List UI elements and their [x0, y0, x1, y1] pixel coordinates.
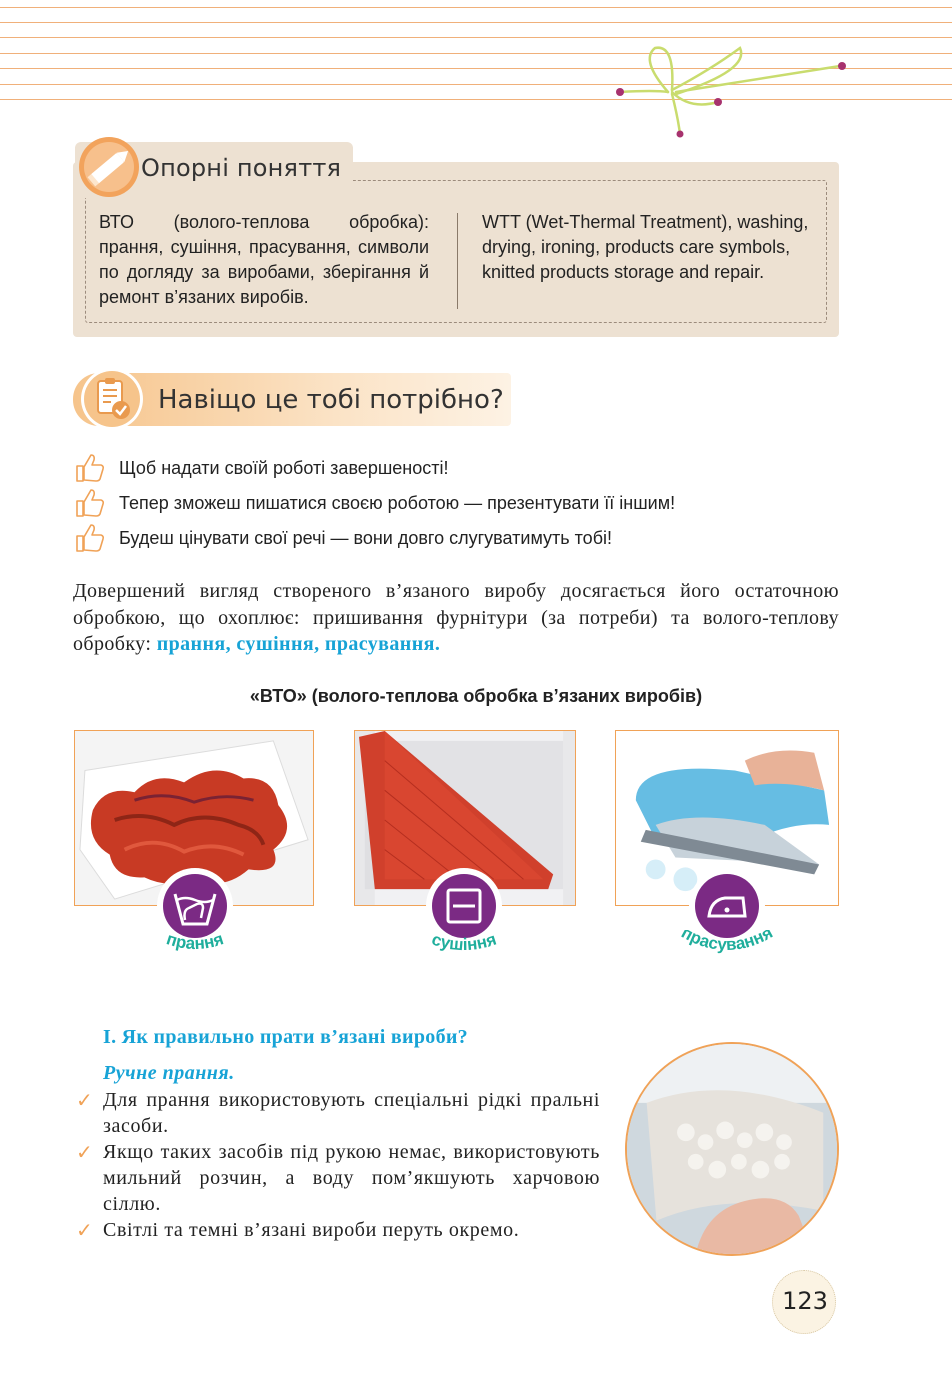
- care-label-washing: [120, 930, 270, 980]
- list-item: [74, 487, 854, 522]
- pencil-icon: [76, 134, 142, 200]
- list-item-text: Для прання використовують спеціальні рідкі пральні засоби.: [103, 1089, 600, 1137]
- checklist-icon: [79, 366, 145, 432]
- thumbs-up-icon: [74, 452, 106, 484]
- list-item: [74, 522, 854, 557]
- svg-text:прання: [164, 930, 226, 953]
- list-item: [76, 1087, 600, 1139]
- why-needed-list: [74, 452, 854, 557]
- svg-text:сушіння: [429, 930, 498, 954]
- check-icon: ✓: [76, 1088, 94, 1112]
- svg-text:прасування: [678, 930, 776, 954]
- washing-rules-list: [76, 1087, 600, 1243]
- check-icon: ✓: [76, 1140, 94, 1164]
- thumbs-up-icon: [74, 487, 106, 519]
- key-concepts-ukrainian: ВТО (волого-теплова обробка): прання, сушіння, прасування, символи по догляду за виробами, зберігання й ремонт в’язаних виробів.: [99, 212, 429, 307]
- vto-caption: «ВТО» (волого-теплова обробка в’язаних виробів): [249, 686, 703, 706]
- check-icon: ✓: [76, 1218, 94, 1242]
- key-concepts-english: WTT (Wet-Thermal Treatment), washing, drying, ironing, products care symbols, knitted products storage and repair.: [482, 212, 809, 282]
- care-label-text: прасування: [678, 930, 776, 955]
- list-item: [74, 452, 854, 487]
- hand-washing-photo: [625, 1042, 839, 1256]
- list-item-text: Якщо таких засобів під рукою немає, використовують мильний розчин, а воду пом’якшують харчовою сіллю.: [103, 1141, 600, 1215]
- care-label-drying: [389, 930, 539, 980]
- thumbs-up-icon: [74, 522, 106, 554]
- list-item-text: Будеш цінувати свої речі — вони довго слугуватимуть тобі!: [119, 528, 613, 548]
- intro-paragraph: [73, 578, 839, 658]
- key-concepts-divider: [457, 213, 458, 309]
- section-title: І. Як правильно прати в’язані вироби?: [103, 1026, 468, 1048]
- page-number: [772, 1270, 836, 1334]
- ribbon-bow-decoration: [600, 40, 860, 140]
- key-concepts-title: Опорні поняття: [141, 154, 342, 182]
- care-label-text: сушіння: [429, 930, 499, 955]
- list-item-text: Щоб надати своїй роботі завершеності!: [119, 458, 449, 478]
- page-number-text: 123: [782, 1287, 828, 1315]
- care-label-ironing: [652, 930, 802, 980]
- care-label-text: прання: [164, 930, 226, 954]
- intro-text: Довершений вигляд створеного в’язаного виробу досягається його остаточною обробкою, що охоплює: пришивання фурнітури (за потреби) та волого-теплову обробку:: [73, 580, 839, 655]
- section-subtitle: Ручне прання.: [103, 1062, 235, 1084]
- list-item-text: Тепер зможеш пишатися своєю роботою — презентувати її іншим!: [119, 493, 676, 513]
- intro-highlight: прання, сушіння, прасування.: [156, 633, 441, 655]
- list-item: [76, 1139, 600, 1217]
- why-needed-title: Навіщо це тобі потрібно?: [158, 385, 504, 415]
- list-item: [76, 1217, 600, 1243]
- list-item-text: Світлі та темні в’язані вироби перуть окремо.: [103, 1219, 520, 1241]
